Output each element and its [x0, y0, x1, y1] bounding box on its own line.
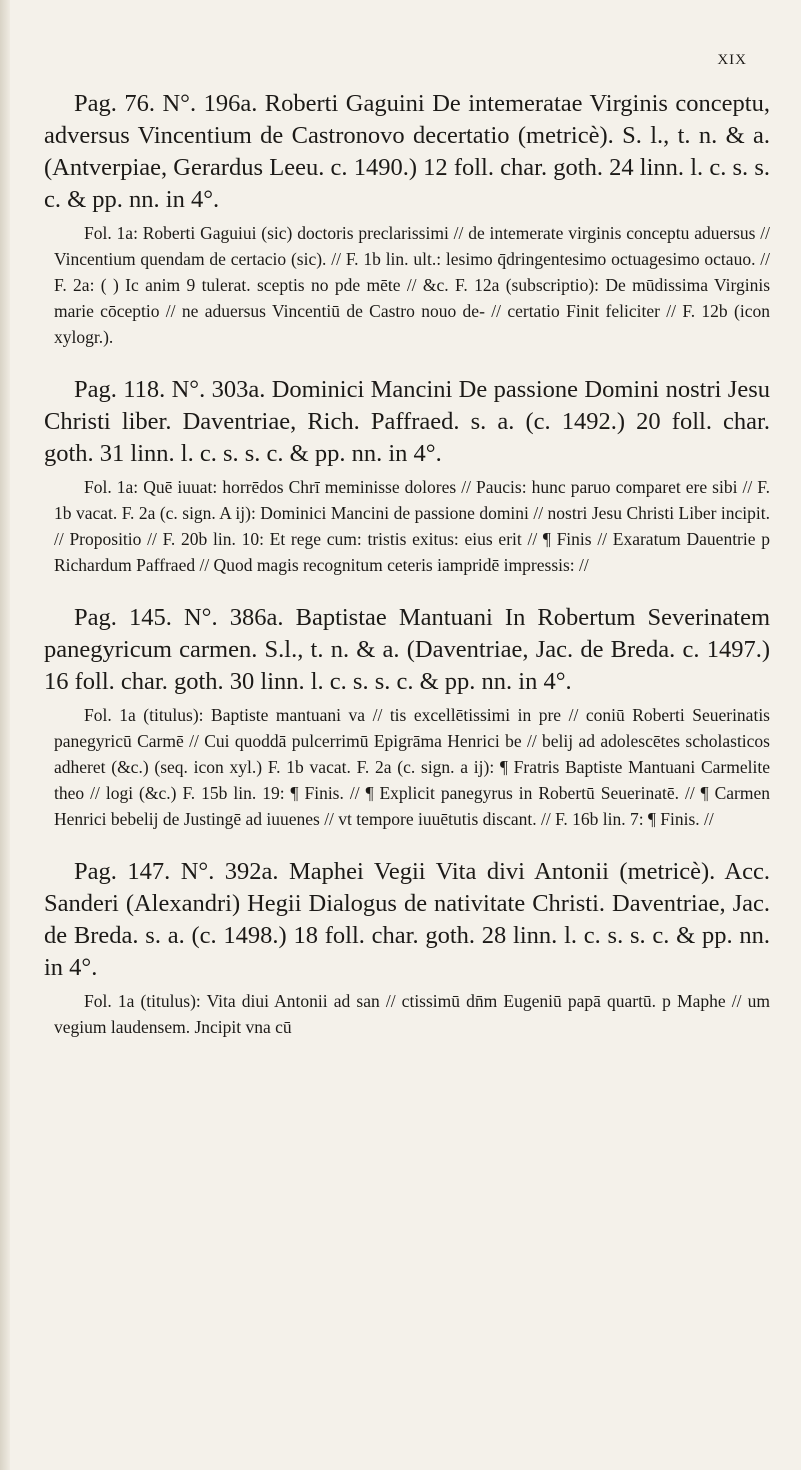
page-edge-shadow: [0, 0, 10, 1470]
catalog-entry: [44, 374, 770, 578]
entry-note: Fol. 1a (titulus): Vita diui Antonii ad san // ctissimū dn̄m Eugeniū papā quartū. p Maphe // um vegium laudensem. Jncipit vna cū: [54, 991, 770, 1037]
entry-note: Fol. 1a (titulus): Baptiste mantuani va // tis excellētissimi in pre // coniū Roberti Seuerinatis panegyricū Carmē // Cui quoddā pulcerrimū Epigrāma Henrici be // belij ad adolescētes scholasticos adheret (&c.) (seq. icon xyl.) F. 1b vacat. F. 2a (c. sign. a ij): ¶ Fratris Baptiste Mantuani Carmelite theo // logi (&c.) F. 15b lin. 19: ¶ Finis. // ¶ Explicit panegyrus in Robertū Seuerinatē. // ¶ Carmen Henrici bebelij de Justingē ad iuuenes // vt tempore iuuētutis discant. // F. 16b lin. 7: ¶ Finis. //: [54, 705, 770, 829]
page-body: [44, 88, 770, 1064]
catalog-entry: [44, 856, 770, 1040]
catalog-entry: [44, 88, 770, 350]
entry-heading: Pag. 118. N°. 303a. Dominici Mancini De passione Domini nostri Jesu Christi liber. Daventriae, Rich. Paffraed. s. a. (c. 1492.) 20 foll. char. goth. 31 linn. l. c. s. s. c. & pp. nn. in 4°.: [44, 376, 770, 467]
catalog-entry: [44, 602, 770, 832]
entry-note: Fol. 1a: Quē iuuat: horrēdos Chrī meminisse dolores // Paucis: hunc paruo comparet ere sibi // F. 1b vacat. F. 2a (c. sign. A ij): Dominici Mancini de passione domini // nostri Jesu Christi Liber incipit. // Propositio // F. 20b lin. 10: Et rege cum: tristis exitus: eius erit // ¶ Finis // Exaratum Dauentrie p Richardum Paffraed // Quod magis recognitum ceteris iampridē impressis: //: [54, 477, 770, 575]
entry-heading: Pag. 145. N°. 386a. Baptistae Mantuani In Robertum Severinatem panegyricum carmen. S.l., t. n. & a. (Daventriae, Jac. de Breda. c. 1497.) 16 foll. char. goth. 30 linn. l. c. s. s. c. & pp. nn. in 4°.: [44, 604, 770, 695]
page-number: XIX: [717, 52, 747, 68]
entry-heading: Pag. 76. N°. 196a. Roberti Gaguini De intemeratae Virginis conceptu, adversus Vincentium de Castronovo decertatio (metricè). S. l., t. n. & a. (Antverpiae, Gerardus Leeu. c. 1490.) 12 foll. char. goth. 24 linn. l. c. s. s. c. & pp. nn. in 4°.: [44, 90, 770, 213]
entry-heading: Pag. 147. N°. 392a. Maphei Vegii Vita divi Antonii (metricè). Acc. Sanderi (Alexandri) Hegii Dialogus de nativitate Christi. Daventriae, Jac. de Breda. s. a. (c. 1498.) 18 foll. char. goth. 28 linn. l. c. s. s. c. & pp. nn. in 4°.: [44, 858, 770, 981]
entry-note: Fol. 1a: Roberti Gaguiui (sic) doctoris preclarissimi // de intemerate virginis conceptu aduersus // Vincentium quendam de certacio (sic). // F. 1b lin. ult.: lesimo q̄dringentesimo octuagesimo octauo. // F. 2a: ( ) Ic anim 9 tulerat. sceptis no pde mēte // &c. F. 12a (subscriptio): De mūdissima Virginis marie cōceptio // ne aduersus Vincentiū de Castro nouo de- // certatio Finit feliciter // F. 12b (icon xylogr.).: [54, 223, 770, 347]
